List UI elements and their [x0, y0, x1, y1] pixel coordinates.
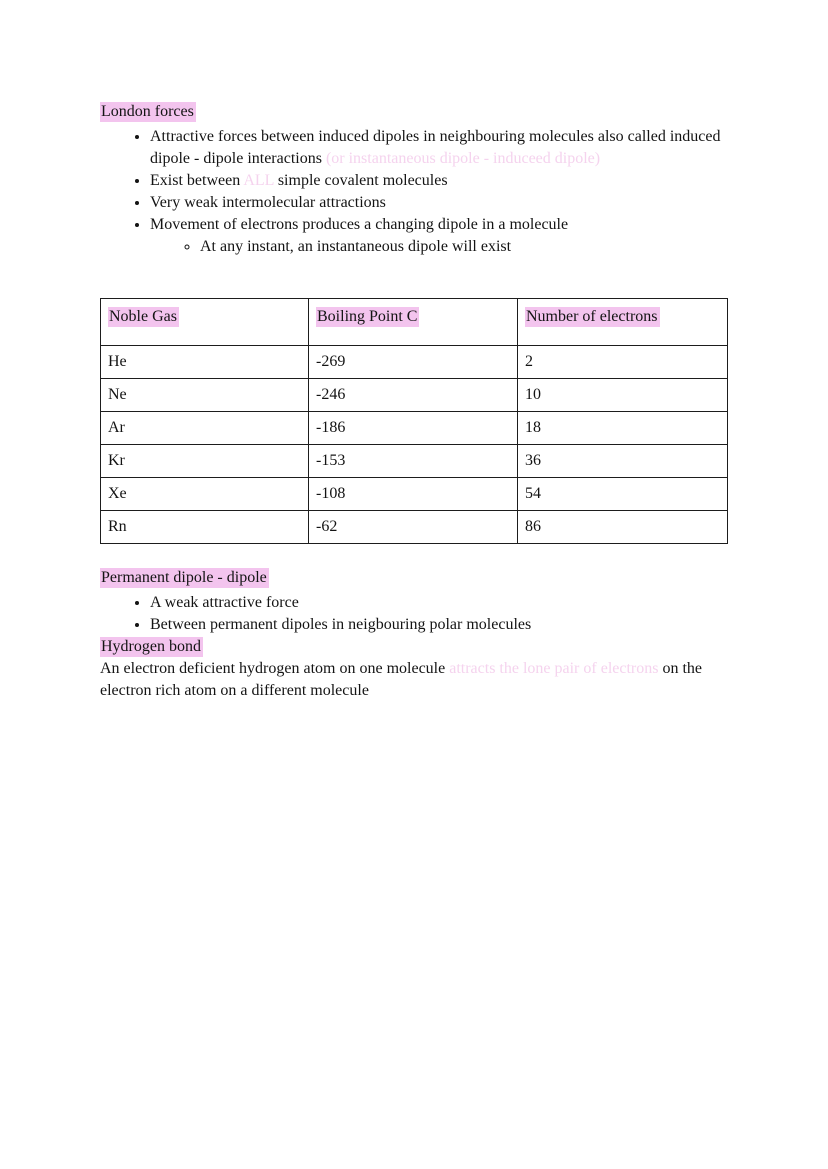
- list-item: [150, 592, 727, 614]
- table-row: [101, 511, 728, 544]
- table-header-cell: [518, 299, 728, 346]
- table-cell: -153: [309, 445, 518, 478]
- list-item: [150, 614, 727, 636]
- table-cell: -246: [309, 379, 518, 412]
- table-cell: 2: [518, 346, 728, 379]
- bullet-text: Movement of electrons produces a changing dipole in a molecule: [150, 216, 569, 233]
- header-text: Number of electrons: [526, 308, 658, 325]
- highlighted-heading-text: Permanent dipole - dipole: [101, 569, 267, 586]
- bullet-text-pink: ALL: [243, 172, 274, 189]
- table-cell: -186: [309, 412, 518, 445]
- table-cell: -269: [309, 346, 518, 379]
- table-cell: Rn: [101, 511, 309, 544]
- list-item: [150, 170, 727, 192]
- table-row: [101, 412, 728, 445]
- table-header-cell: [101, 299, 309, 346]
- paragraph-text-pink: attracts the lone pair of electrons: [449, 660, 659, 677]
- section-heading-permanent-dipole: [100, 567, 727, 589]
- table-cell: Ne: [101, 379, 309, 412]
- highlighted-heading-text: London forces: [101, 103, 194, 120]
- london-forces-bullet-list: [100, 126, 727, 258]
- table-cell: Xe: [101, 478, 309, 511]
- table-row: [101, 346, 728, 379]
- table-cell: 18: [518, 412, 728, 445]
- table-cell: -62: [309, 511, 518, 544]
- section-heading-hydrogen-bond: [100, 636, 727, 658]
- header-text: Noble Gas: [109, 308, 177, 325]
- highlighted-heading-text: Hydrogen bond: [101, 638, 201, 655]
- table-cell: -108: [309, 478, 518, 511]
- table-cell: Kr: [101, 445, 309, 478]
- sub-bullet-list: [150, 236, 727, 258]
- bullet-text: simple covalent molecules: [273, 172, 448, 189]
- table-cell: Ar: [101, 412, 309, 445]
- table-row: [101, 379, 728, 412]
- bullet-text: Exist between: [150, 172, 244, 189]
- list-item: [150, 126, 727, 170]
- table-row: [101, 445, 728, 478]
- table-cell: 36: [518, 445, 728, 478]
- bullet-text: Between permanent dipoles in neigbouring polar molecules: [150, 616, 532, 633]
- noble-gas-table: [100, 298, 728, 544]
- section-heading-london-forces: [100, 101, 727, 123]
- bullet-text: A weak attractive force: [150, 594, 299, 611]
- table-header-row: [101, 299, 728, 346]
- table-cell: 54: [518, 478, 728, 511]
- bullet-text: At any instant, an instantaneous dipole will exist: [200, 238, 512, 255]
- table-header-cell: [309, 299, 518, 346]
- table-cell: He: [101, 346, 309, 379]
- paragraph-text: An electron deficient hydrogen atom on one molecule: [100, 660, 450, 677]
- table-row: [101, 478, 728, 511]
- bullet-text-pink: (or instantaneous dipole - induceed dipole): [325, 150, 601, 167]
- bullet-text: Very weak intermolecular attractions: [150, 194, 386, 211]
- hydrogen-bond-paragraph: [100, 658, 727, 702]
- header-text: Boiling Point C: [317, 308, 418, 325]
- table-cell: 86: [518, 511, 728, 544]
- sub-list-item: [200, 236, 727, 258]
- list-item: [150, 214, 727, 258]
- table-cell: 10: [518, 379, 728, 412]
- list-item: [150, 192, 727, 214]
- permanent-dipole-bullet-list: [100, 592, 727, 636]
- bullet-text: Attractive forces between induced dipoles in neighbouring molecules also called induced dipole - dipole interactions: [150, 128, 721, 167]
- paragraph-text: on the electron rich atom on a different molecule: [100, 660, 703, 699]
